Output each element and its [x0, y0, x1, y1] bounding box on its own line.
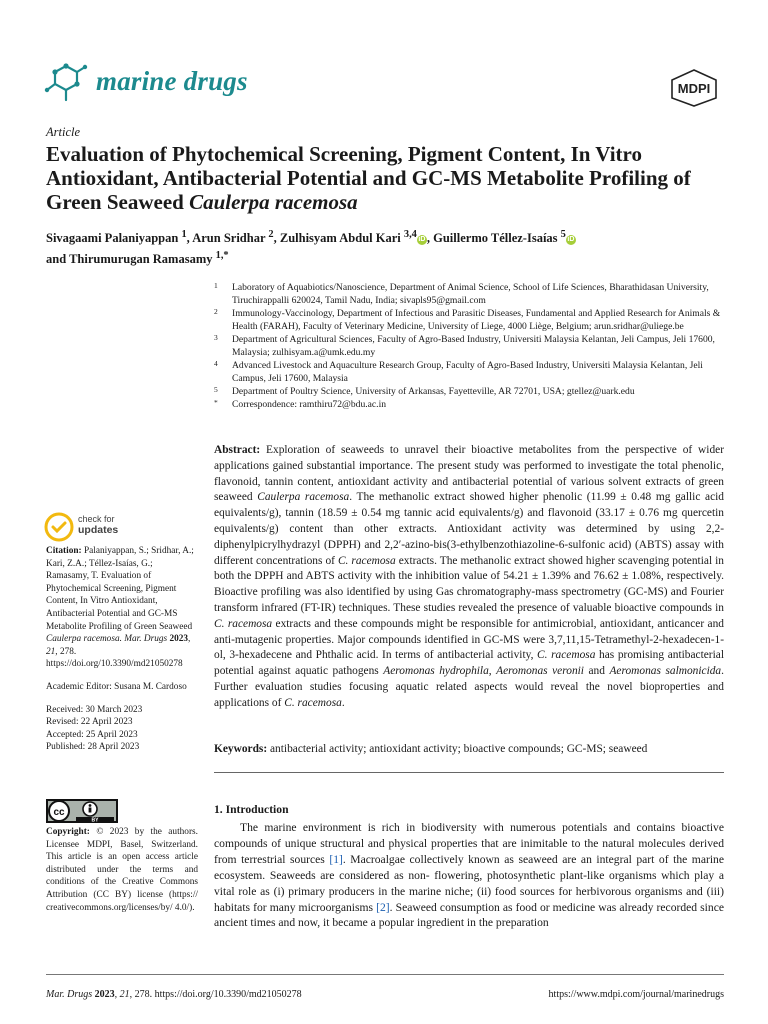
abstract-text: extracts and these compounds might be responsible for antimicrobial, antioxidant, anticancer and anti-mutagenic properties. Major compounds identified in GC-MS were 3,7,11,15-Tetramethyl-2-hexadecen-1-ol, 3-hexadecene and Phthalic acid. In terms of antibacterial activity, — [214, 617, 724, 662]
keywords-text: antibacterial activity; antioxidant activity; bioactive compounds; GC-MS; seaweed — [267, 743, 648, 755]
citation-text: Palaniyappan, S.; Sridhar, A.; Kari, Z.A.; Téllez-Isaías, G.; Ramasamy, T. Evaluation of Phytochemical Screening, Pigment Content, In Vitro Antioxidant, Antibacterial Potential and GC-MS Metabolite Profiling of Green Seaweed — [46, 546, 194, 632]
affiliation-item — [214, 281, 724, 307]
author-name[interactable]: Arun Sridhar — [192, 231, 266, 246]
author-name[interactable]: Zulhisyam Abdul Kari — [279, 231, 401, 246]
species-name: Caulerpa racemosa — [257, 491, 350, 504]
article-type: Article — [46, 125, 81, 139]
cc-logo-text: cc — [53, 807, 65, 818]
section-heading: 1. Introduction — [214, 803, 289, 816]
citation-link[interactable]: [2] — [376, 900, 390, 914]
title-main: Evaluation of Phytochemical Screening, Pigment Content, In Vitro Antioxidant, Antibacterial Potential and GC-MS Metabolite Profiling of Green Seaweed — [46, 142, 691, 214]
abstract-text: has promising antibacterial potential against aquatic pathogens — [214, 649, 724, 678]
check-updates-icon — [44, 512, 74, 542]
species-name: C. racemosa — [337, 554, 396, 567]
affiliation-item — [214, 333, 724, 359]
check-updates-line: updates — [78, 524, 119, 536]
keywords — [214, 742, 724, 758]
copyright-label: Copyright: — [46, 827, 90, 837]
by-logo-text: BY — [91, 817, 99, 823]
citation-volume: , 21 — [46, 634, 191, 657]
sidebar-info — [46, 545, 198, 754]
author-affiliation: 1 — [181, 229, 187, 240]
species-name: C. racemosa — [537, 649, 596, 662]
journal-name: marine drugs — [96, 66, 248, 96]
abstract-label: Abstract: — [214, 444, 261, 456]
footer-journal: Mar. Drugs — [46, 989, 93, 1000]
affiliation-item — [214, 398, 724, 411]
orcid-icon[interactable]: iD — [567, 236, 575, 244]
footer-year: 2023 — [92, 989, 115, 1000]
article-title — [46, 142, 736, 214]
mdpi-logo — [668, 68, 720, 108]
citation-journal: Caulerpa racemosa. Mar. Drugs — [46, 634, 168, 645]
published-date: Published: 28 April 2023 — [46, 742, 140, 753]
orcid-icon[interactable]: iD — [418, 236, 426, 244]
keywords-label: Keywords: — [214, 743, 268, 755]
abstract-text: extracts. The methanolic extract showed higher scavenging potential in both the DPPH and ABTS activity with the inhibition value of 54.21 ± 1.39% and 76.62 ± 1.08%, respectively. Bioactive profiling was also identified by using Gas chromatography-mass spectrometry (GC-MS) and Fourier transform infrared (FT-IR) techniques. These studies revealed the presence of valuable bioactive compounds in — [214, 554, 724, 614]
species-name: C. racemosa — [214, 617, 273, 630]
molecule-logo-icon — [44, 60, 88, 104]
abstract-text: . — [341, 696, 345, 709]
citation-doi[interactable]: , 278. https://doi.org/10.3390/md21050278 — [46, 646, 183, 670]
author-affiliation: 1,* — [215, 250, 229, 262]
affiliation-text: Immunology-Vaccinology, Department of Infectious and Parasitic Diseases, Fundamental and Applied Research for Animals & Health (FARAH), Faculty of Veterinary Medicine, University of Liege, 4000 Liège, Belgium; arun.sridhar@uliege.be — [232, 308, 721, 332]
citation-link[interactable]: [1] — [329, 852, 343, 866]
affiliation-number: 4 — [214, 359, 218, 368]
author-name[interactable]: Guillermo Téllez-Isaías — [433, 231, 558, 246]
species-name: Aeromonas hydrophila — [383, 665, 489, 678]
abstract-text: . The methanolic extract showed higher phenolic (11.99 ± 0.48 mg gallic acid equivalents/g), tannin (18.59 ± 0.54 mg tannic acid equivalents/g) and flavonoid (33.17 ± 0.76 mg quercetin equivalents/g) content than other extracts. Antioxidant activity was determined by using 2,2-diphenylpicrylhydrazyl (DPPH) and 2,2′-azino-bis(3-ethylbenzothiazoline-6-sulfonic acid) (ABTS) assay with different concentrations of — [214, 491, 725, 567]
author-affiliation: 2 — [268, 229, 274, 240]
intro-paragraph: The marine environment is rich in biodiversity with numerous potentials and contains bioactive compounds of unique structural and physical properties that are inimitable to the natural molecules derived from terrestrial sources — [214, 821, 724, 866]
affiliation-item — [214, 307, 724, 333]
check-updates-line: check for — [78, 514, 115, 524]
species-name: Aeromonas veronii — [496, 665, 584, 678]
species-name: Aeromonas salmonicida — [609, 665, 722, 678]
citation-label: Citation: — [46, 546, 82, 556]
author-affiliation: 5 — [560, 229, 566, 240]
intro-paragraph: . Macroalgae collectively known as seaweed are an integral part of the marine ecosystem. Seaweeds are considered as non- flowering, photosynthetic plant-like organisms which play a vital role as (i) primary producers in the marine niche; (ii) food sources for herbivorous organisms and (iii) habitats for many microorganisms — [214, 852, 724, 914]
revised-date: Revised: 22 April 2023 — [46, 717, 133, 728]
author-affiliation: 3,4 — [403, 229, 417, 240]
citation-year: 2023 — [167, 634, 189, 645]
footer-divider — [46, 974, 724, 975]
footer-volume: , 21 — [114, 989, 130, 1000]
abstract-text: . Further evaluation studies focusing aquatic related aspects would reveal the novel bioproperties and applications of — [214, 665, 724, 709]
mdpi-logo-text: MDPI — [677, 81, 711, 96]
affiliation-text: Laboratory of Aquabiotics/Nanoscience, Department of Animal Science, School of Life Sciences, Bharathidasan University, Tiruchirappalli 620024, Tamil Nadu, India; sivapls95@gmail.com — [232, 282, 709, 306]
check-updates-label — [78, 514, 118, 536]
species-name: C. racemosa — [284, 696, 342, 709]
affiliation-number: 2 — [214, 307, 218, 316]
cc-by-icon — [46, 799, 118, 823]
affiliation-text: Advanced Livestock and Aquaculture Research Group, Faculty of Agro-Based Industry, Universiti Malaysia Kelantan, Jeli Campus, Jeli 17600, Malaysia — [232, 360, 703, 384]
affiliation-number: * — [214, 398, 218, 407]
footer-citation — [46, 989, 302, 1000]
introduction-text — [214, 820, 724, 931]
correspondence-text: Correspondence: ramthiru72@bdu.ac.in — [232, 399, 387, 410]
affiliation-item — [214, 385, 724, 398]
author-list: Sivagaami Palaniyappan $^1$, Arun Sridhar $^2$, Zulhisyam Abdul Kari $^{3,4}$ iD , Guillermo Téllez-Isaías $^5$ iD and Thirumurugan Ramasamy $^{1,*}$ — [46, 229, 575, 267]
accepted-date: Accepted: 25 April 2023 — [46, 729, 138, 740]
affiliation-number: 3 — [214, 333, 218, 342]
affiliation-text: Department of Poultry Science, University of Arkansas, Fayetteville, AR 72701, USA; gtellez@uark.edu — [232, 386, 635, 397]
intro-paragraph: . Seaweed consumption as food or medicine was already recorded since ancient times and now, it became a popular ingredient in the preparation — [214, 900, 724, 930]
academic-editor: Academic Editor: Susana M. Cardoso — [46, 681, 187, 692]
footer-journal-url[interactable]: https://www.mdpi.com/journal/marinedrugs — [548, 989, 724, 1000]
abstract-text: and — [583, 665, 610, 678]
affiliation-item — [214, 359, 724, 385]
title-species: Caulerpa racemosa — [189, 190, 358, 214]
author-name[interactable]: Thirumurugan Ramasamy — [69, 252, 213, 267]
copyright-text: © 2023 by the authors. Licensee MDPI, Basel, Switzerland. This article is an open access article distributed under the terms and conditions of the Creative Commons Attribution (CC BY) license (https:// creativecommons.org/licenses/by/ 4.0/). — [46, 827, 198, 913]
affiliations — [214, 281, 724, 411]
abstract-text: , — [488, 665, 497, 678]
cc-by-license-badge[interactable] — [46, 799, 118, 823]
affiliation-number: 1 — [214, 281, 218, 290]
footer-doi[interactable]: , 278. https://doi.org/10.3390/md21050278 — [129, 989, 302, 1000]
section-divider — [214, 772, 724, 773]
affiliation-number: 5 — [214, 385, 218, 394]
citation-block — [46, 545, 198, 671]
abstract — [214, 443, 724, 712]
received-date: Received: 30 March 2023 — [46, 704, 143, 715]
affiliation-text: Department of Agricultural Sciences, Faculty of Agro-Based Industry, Universiti Malaysia Kelantan, Jeli Campus, Jeli 17600, Malaysia; zulhisyam.a@umk.edu.my — [232, 334, 715, 358]
check-for-updates-badge[interactable] — [44, 512, 164, 542]
copyright-notice — [46, 826, 198, 914]
author-name[interactable]: Sivagaami Palaniyappan — [46, 231, 179, 246]
abstract-text: Exploration of seaweeds to unravel their bioactive metabolites from the perspective of wider applications gained substantial importance. The present study was performed to investigate the total phenolic, flavonoid, tannin content, antioxidant activity and antibacterial potential of various solvent extracts of green seaweed — [214, 444, 724, 504]
